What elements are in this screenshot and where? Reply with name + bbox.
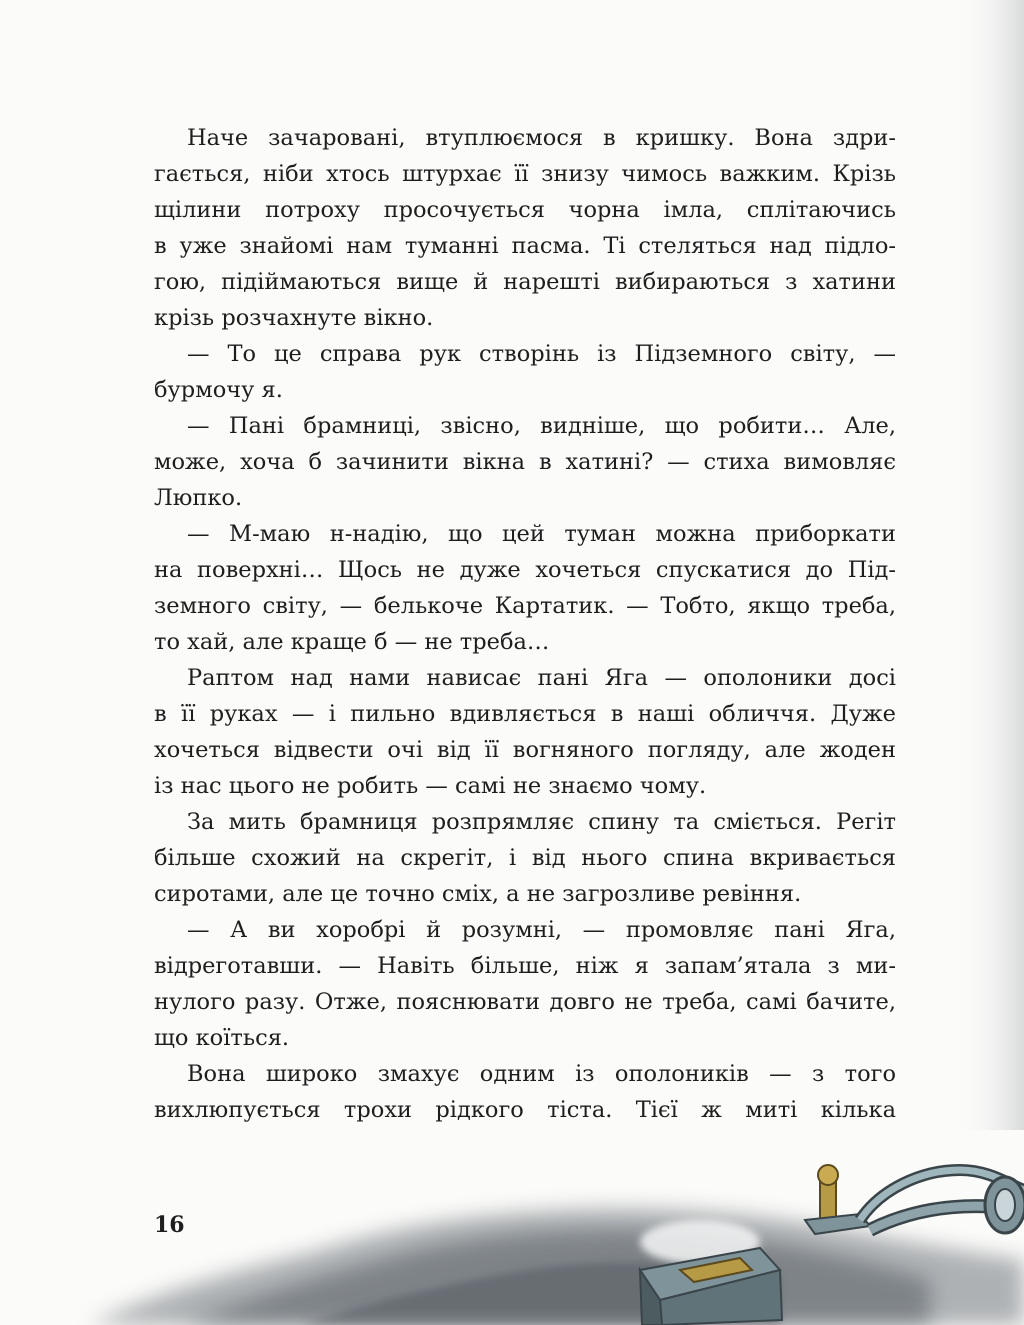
text-line: на поверхні… Щось не дуже хочеться спускатися до Під-	[154, 557, 896, 583]
text-line: За мить брамниця розпрямляє спину та сміється. Регіт	[187, 809, 896, 835]
body-text	[154, 120, 896, 1128]
text-line: — Пані брамниці, звісно, видніше, що робити… Але,	[187, 413, 896, 439]
text-line: земного світу, — белькоче Картатик. — Тобто, якщо треба,	[154, 593, 896, 619]
text-line: в її руках — і пильно вдивляється в наші обличчя. Дуже	[154, 701, 896, 727]
text-line: — М-маю н-надію, що цей туман можна приборкати	[187, 521, 896, 547]
text-line: крізь розчахнуте вікно.	[154, 305, 434, 331]
text-line: Вона широко змахує одним із ополоників — з того	[187, 1061, 896, 1087]
text-line: гою, підіймаються вище й нарешті вибираються з хатини	[154, 269, 896, 295]
text-line: хочеться відвести очі від її вогняного погляду, але жоден	[154, 737, 896, 763]
text-line: вихлюпується трохи рідкого тіста. Тієї ж миті кілька	[154, 1097, 896, 1123]
text-line: бурмочу я.	[154, 377, 283, 403]
text-line: — То це справа рук створінь із Підземного світу, —	[187, 341, 896, 367]
text-line: Наче зачаровані, втуплюємося в кришку. Вона здри-	[187, 125, 896, 151]
text-line: то хай, але краще б — не треба…	[154, 629, 550, 655]
text-line: із нас цього не робить — самі не знаємо чому.	[154, 773, 707, 799]
text-line: — А ви хоробрі й розумні, — промовляє пані Яга,	[187, 917, 896, 943]
page-number: 16	[154, 1212, 185, 1238]
text-line: щілини потроху просочується чорна імла, сплітаючись	[154, 197, 896, 223]
text-line: відреготавши. — Навіть більше, ніж я запам’ятала з ми-	[154, 953, 896, 979]
text-line: більше схожий на скрегіт, і від нього спина вкривається	[154, 845, 896, 871]
text-line: сиротами, але це точно сміх, а не загрозливе ревіння.	[154, 881, 802, 907]
text-line: Люпко.	[154, 485, 243, 511]
text-line: в уже знайомі нам туманні пасма. Ті стеляться над підло-	[154, 233, 896, 259]
text-line: гається, ніби хтось штурхає її знизу чимось важким. Крізь	[154, 161, 896, 187]
right-mist-decoration	[954, 0, 1024, 1130]
text-line: нулого разу. Отже, пояснювати довго не треба, самі бачите,	[154, 989, 896, 1015]
text-line: що коїться.	[154, 1025, 290, 1051]
text-line: Раптом над нами нависає пані Яга — ополоники досі	[187, 665, 896, 691]
text-line: може, хоча б зачинити вікна в хатині? — стиха вимовляє	[154, 449, 896, 475]
